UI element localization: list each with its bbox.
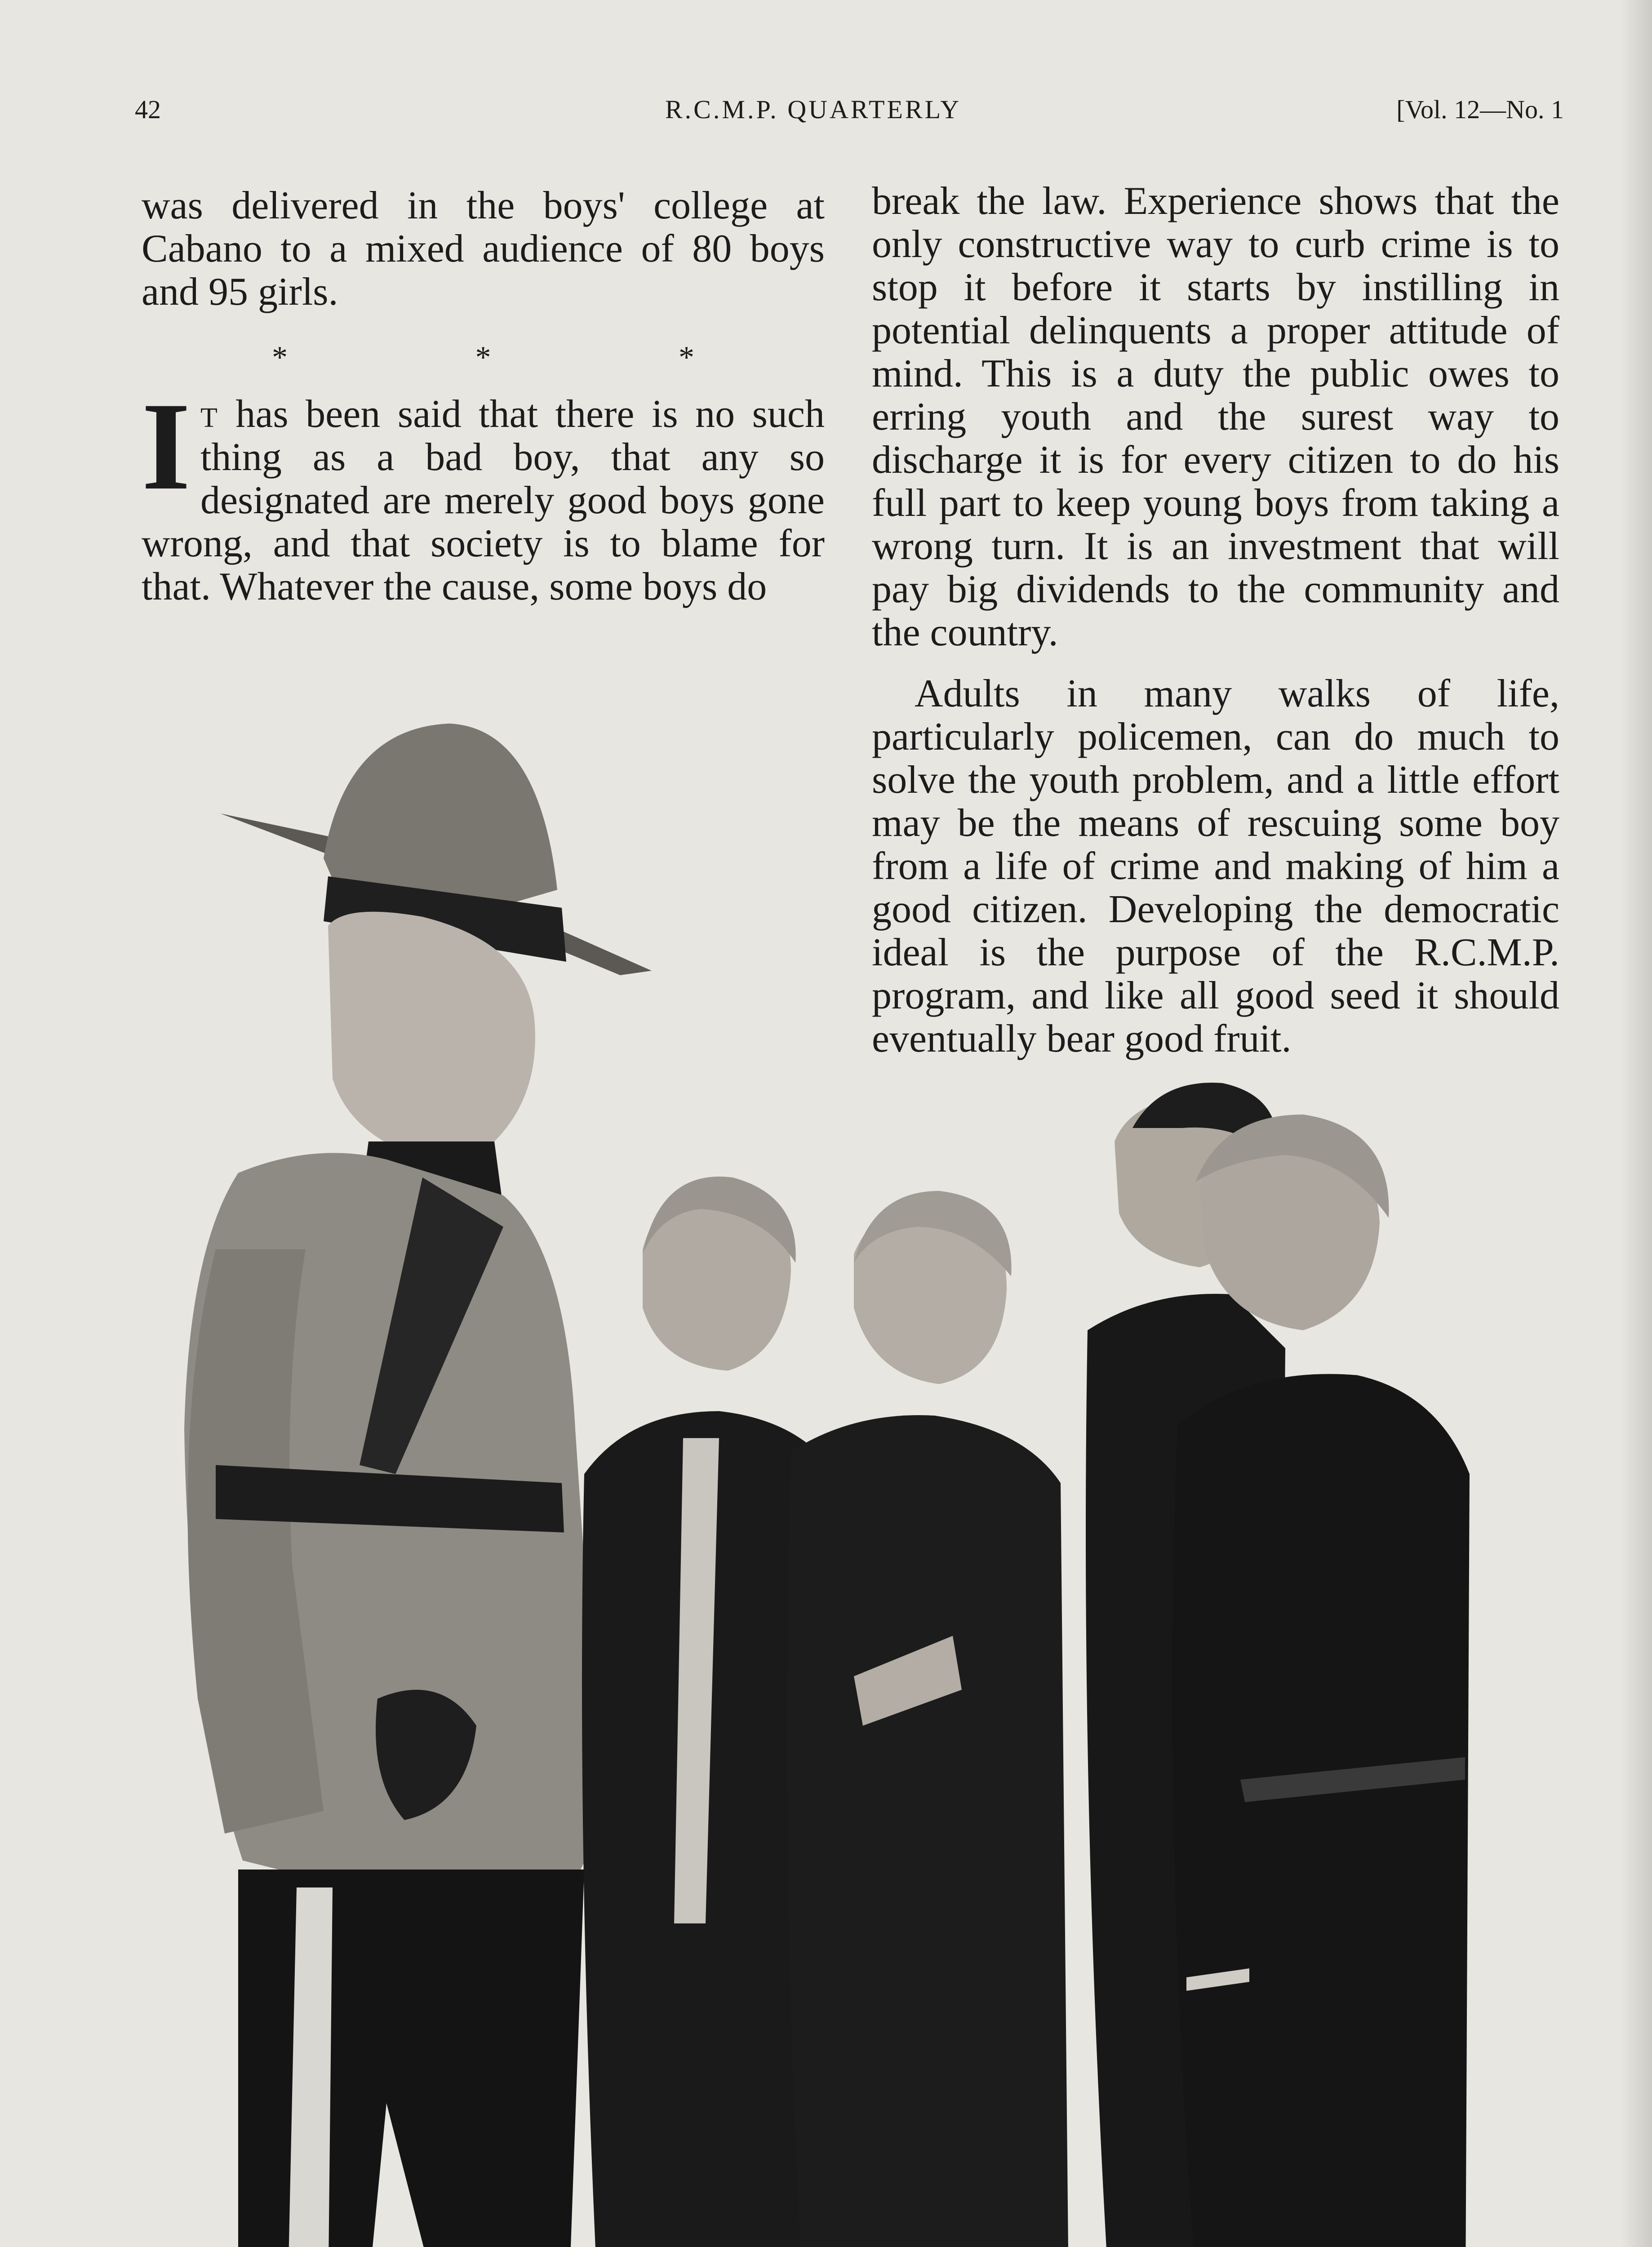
left-paragraph-1: was delivered in the boys' college at Cabano to a mixed audience of 80 boys and 95 girls. bbox=[142, 184, 825, 314]
page-edge-shadow bbox=[1621, 0, 1652, 2247]
section-separator: * * * bbox=[272, 340, 784, 375]
boy-4 bbox=[1172, 1115, 1470, 2247]
mountie-breeches bbox=[238, 1870, 584, 2247]
boy-2 bbox=[787, 1191, 1070, 2247]
photo-illustration bbox=[135, 710, 1573, 2247]
left-paragraph-2 bbox=[142, 376, 825, 608]
right-paragraph-1: break the law. Experience shows that the only constructive way to curb crime is to stop it before it starts by instilling in potential delinquents a proper attitude of mind. This is a duty the public owes to erring youth and the surest way to discharge it is for every citizen to do his full part to keep young boys from taking a wrong turn. It is an investment that will pay big dividends to the community and the country. bbox=[872, 179, 1559, 654]
lead-in: t bbox=[200, 392, 218, 436]
boy-2-sweater bbox=[787, 1415, 1070, 2247]
left-paragraph-2-text: has been said that there is no such thing as a bad boy, that any so designated are merely good boys gone wrong, and that society is to blame for that. Whatever the cause, some boys do bbox=[142, 392, 825, 608]
page-number: 42 bbox=[135, 95, 161, 124]
boy-4-jacket bbox=[1172, 1374, 1470, 2247]
right-paragraph-2: Adults in many walks of life, particularly policemen, can do much to solve the youth problem, and a little effort may be the means of rescuing some boy from a life of crime and making of him a good citizen. Developing the democratic ideal is the purpose of the R.C.M.P. program, and like all good seed it should eventually bear good fruit. bbox=[872, 672, 1559, 1061]
mountie-figure bbox=[184, 724, 652, 2247]
left-column bbox=[142, 184, 825, 608]
running-title: R.C.M.P. QUARTERLY bbox=[665, 95, 962, 124]
photograph-officer-and-boys bbox=[135, 710, 1573, 2247]
running-header bbox=[135, 94, 1564, 135]
volume-issue: [Vol. 12—No. 1 bbox=[1396, 95, 1564, 124]
drop-cap: I bbox=[142, 376, 191, 516]
